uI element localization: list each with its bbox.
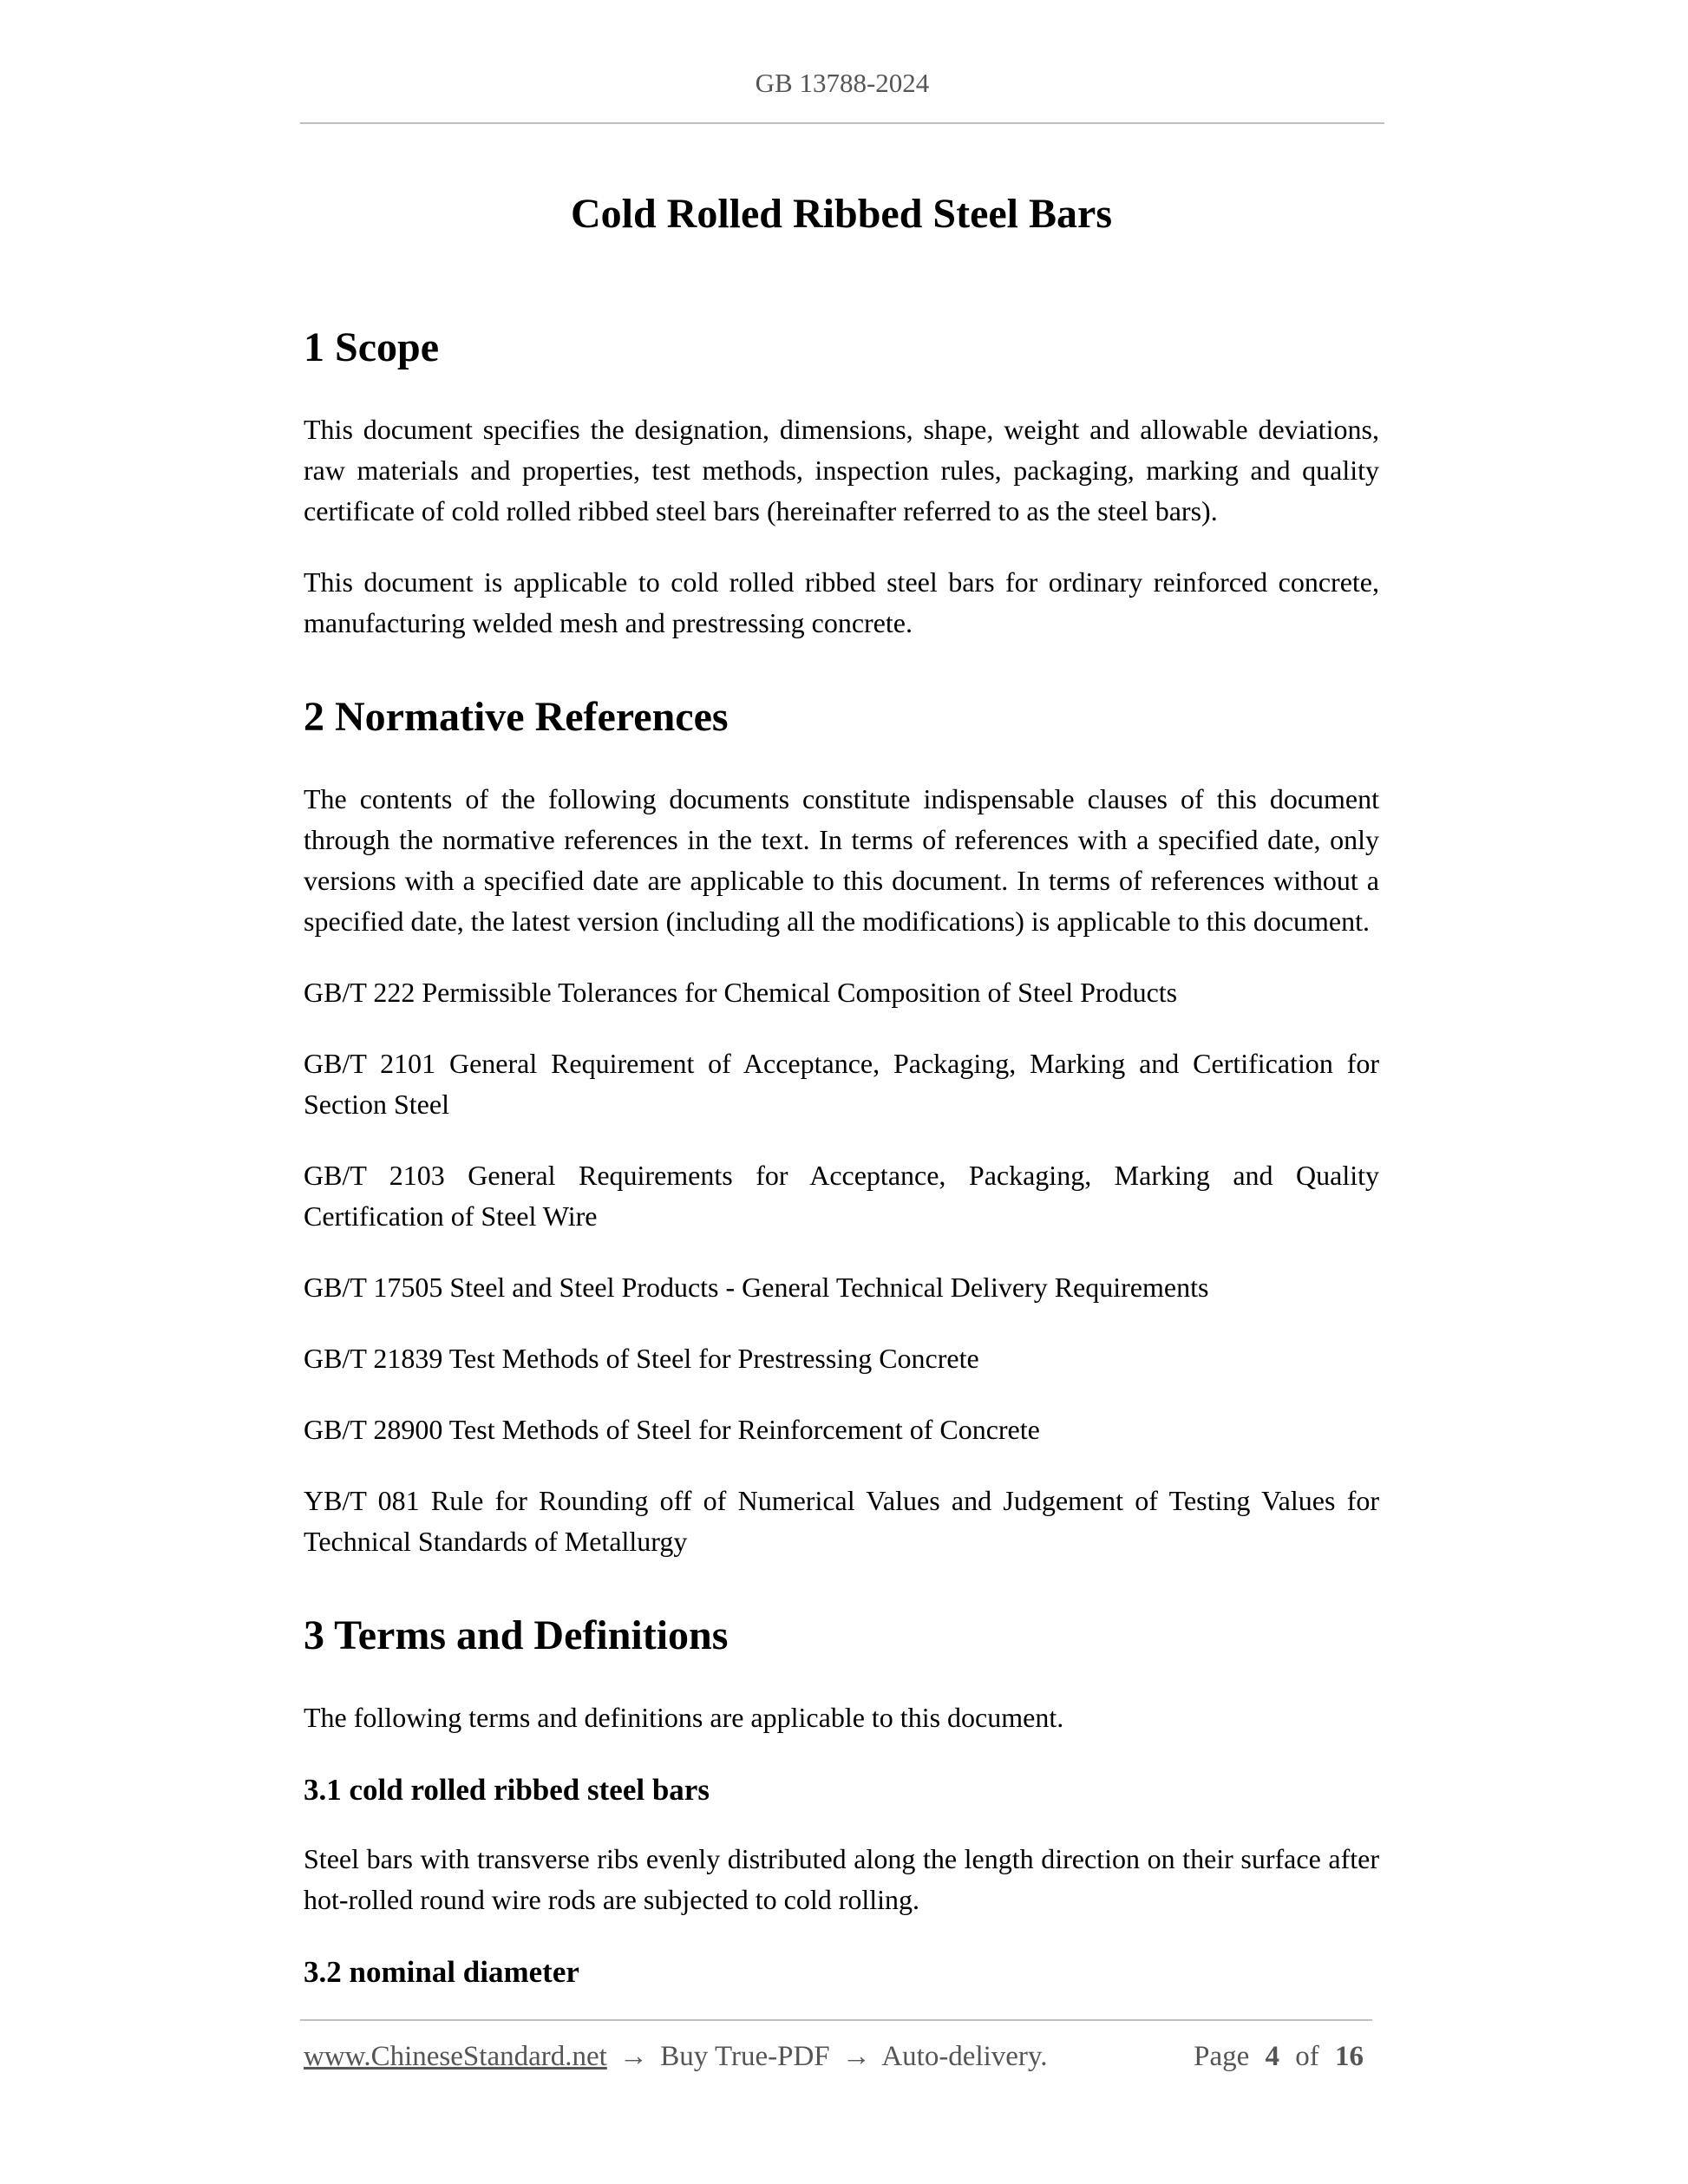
reference-item: GB/T 28900 Test Methods of Steel for Reinforcement of Concrete (304, 1414, 1040, 1445)
reference-item: GB/T 2101 General Requirement of Acceptance, Packaging, Marking and Certification for Section Steel (304, 1048, 1379, 1120)
page-header-standard-code: GB 13788-2024 (755, 68, 930, 98)
right-arrow-icon: → (619, 2041, 649, 2072)
reference-item: GB/T 222 Permissible Tolerances for Chemical Composition of Steel Products (304, 977, 1178, 1008)
page-total-number: 16 (1335, 2041, 1364, 2072)
section-heading-terms-definitions: 3 Terms and Definitions (304, 1612, 729, 1658)
term-definition-cold-rolled-ribbed-steel-bars: Steel bars with transverse ribs evenly distributed along the length direction on their surface after hot-rolled round wire rods are subjected to cold rolling. (304, 1843, 1379, 1915)
header-divider (300, 122, 1384, 124)
page-indicator (1194, 2037, 1372, 2076)
footer-divider (300, 2019, 1372, 2021)
footer-site-link[interactable]: www.ChineseStandard.net (304, 2041, 607, 2072)
term-heading-cold-rolled-ribbed-steel-bars: 3.1 cold rolled ribbed steel bars (304, 1773, 710, 1807)
reference-item: GB/T 21839 Test Methods of Steel for Prestressing Concrete (304, 1343, 979, 1374)
reference-item: GB/T 17505 Steel and Steel Products - General Technical Delivery Requirements (304, 1272, 1209, 1303)
footer-buy-text: Buy True-PDF (660, 2041, 830, 2072)
page-current-number: 4 (1265, 2041, 1279, 2072)
scope-paragraph-1: This document specifies the designation, dimensions, shape, weight and allowable deviations, raw materials and properties, test methods, inspection rules, packaging, marking and quality certificate of cold rolled ribbed steel bars (hereinafter referred to as the steel bars). (304, 414, 1379, 526)
normative-intro-paragraph: The contents of the following documents constitute indispensable clauses of this document through the normative references in the text. In terms of references with a specified date, only versions with a specified date are applicable to this document. In terms of references without a specified date, the latest version (including all the modifications) is applicable to this document. (304, 783, 1379, 937)
terms-intro-paragraph: The following terms and definitions are applicable to this document. (304, 1702, 1064, 1733)
term-heading-nominal-diameter: 3.2 nominal diameter (304, 1955, 579, 1989)
reference-item: GB/T 2103 General Requirements for Acceptance, Packaging, Marking and Quality Certification of Steel Wire (304, 1160, 1379, 1232)
document-body (304, 187, 1379, 1992)
section-heading-normative-references: 2 Normative References (304, 694, 729, 740)
document-title: Cold Rolled Ribbed Steel Bars (570, 191, 1113, 237)
footer-promo (304, 2037, 1048, 2076)
reference-item: YB/T 081 Rule for Rounding off of Numerical Values and Judgement of Testing Values for Technical Standards of Metallurgy (304, 1485, 1379, 1557)
of-word: of (1295, 2041, 1319, 2072)
section-heading-scope: 1 Scope (304, 324, 439, 370)
footer-delivery-text: Auto-delivery. (881, 2041, 1048, 2072)
scope-paragraph-2: This document is applicable to cold rolled ribbed steel bars for ordinary reinforced concrete, manufacturing welded mesh and prestressing concrete. (304, 566, 1379, 638)
page-word: Page (1194, 2041, 1250, 2072)
right-arrow-icon: → (841, 2041, 871, 2072)
